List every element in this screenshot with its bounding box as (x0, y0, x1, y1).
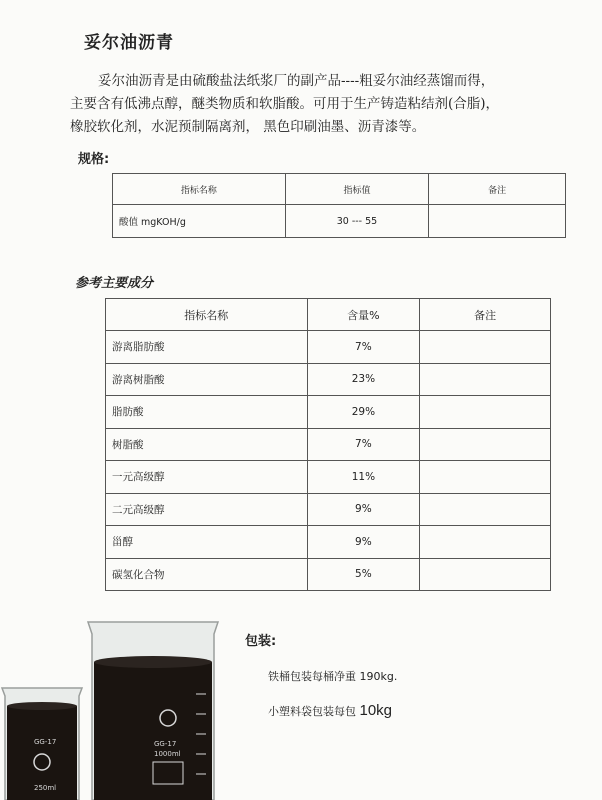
large-beaker-volume: 1000ml (154, 750, 181, 758)
table-row (106, 558, 551, 591)
composition-cell-content: 7% (307, 331, 420, 364)
large-beaker-image (78, 614, 228, 800)
composition-cell-note (420, 428, 551, 461)
intro-line-1: 妥尔油沥青是由硫酸盐法纸浆厂的副产品----粗妥尔油经蒸馏而得， (98, 73, 495, 89)
small-beaker-brand: GG-17 (34, 738, 57, 746)
composition-header-content: 含量% (307, 299, 420, 331)
composition-cell-name: 碳氢化合物 (106, 558, 308, 591)
spec-header-value: 指标值 (285, 174, 429, 205)
spec-cell-note (429, 205, 566, 238)
spec-header-name: 指标名称 (113, 174, 286, 205)
packaging-line-2-text: 小塑料袋包装每包 (268, 705, 356, 718)
composition-cell-note (420, 363, 551, 396)
packaging-line-2 (268, 702, 392, 719)
small-beaker-volume: 250ml (34, 784, 57, 792)
packaging-line-1: 铁桶包装每桶净重 190kg. (268, 670, 398, 683)
composition-cell-content: 5% (307, 558, 420, 591)
composition-cell-name: 树脂酸 (106, 428, 308, 461)
composition-cell-content: 23% (307, 363, 420, 396)
composition-cell-content: 29% (307, 396, 420, 429)
table-row (106, 461, 551, 494)
composition-cell-name: 二元高级醇 (106, 493, 308, 526)
intro-line-2: 主要含有低沸点醇，醚类物质和软脂酸。可用于生产铸造粘结剂(合脂)， (70, 96, 500, 112)
table-row (106, 396, 551, 429)
page-title: 妥尔油沥青 (84, 33, 174, 53)
spec-header-row (113, 174, 566, 205)
table-row (106, 363, 551, 396)
composition-cell-note (420, 396, 551, 429)
large-beaker-brand: GG-17 (154, 740, 177, 748)
composition-cell-content: 9% (307, 493, 420, 526)
intro-paragraph (70, 70, 570, 139)
table-row (106, 493, 551, 526)
composition-header-name: 指标名称 (106, 299, 308, 331)
small-beaker-image (0, 684, 84, 800)
composition-cell-name: 甾醇 (106, 526, 308, 559)
large-beaker-liquid-surface (94, 656, 212, 668)
table-row (106, 331, 551, 364)
composition-cell-content: 11% (307, 461, 420, 494)
composition-table (105, 298, 551, 591)
spec-table (112, 173, 566, 238)
composition-cell-note (420, 331, 551, 364)
composition-header-note: 备注 (420, 299, 551, 331)
intro-line-3: 橡胶软化剂，水泥预制隔离剂， 黑色印刷油墨、沥青漆等。 (70, 119, 426, 135)
composition-cell-note (420, 493, 551, 526)
composition-cell-note (420, 526, 551, 559)
spec-cell-name: 酸值 mgKOH/g (113, 205, 286, 238)
composition-cell-name: 脂肪酸 (106, 396, 308, 429)
spec-heading: 规格: (78, 152, 110, 167)
small-beaker-liquid-surface (7, 702, 77, 710)
composition-cell-note (420, 461, 551, 494)
table-row (106, 526, 551, 559)
composition-cell-content: 9% (307, 526, 420, 559)
table-row (106, 428, 551, 461)
composition-cell-content: 7% (307, 428, 420, 461)
table-row (113, 205, 566, 238)
composition-cell-name: 游离脂肪酸 (106, 331, 308, 364)
spec-header-note: 备注 (429, 174, 566, 205)
composition-cell-name: 一元高级醇 (106, 461, 308, 494)
composition-header-row (106, 299, 551, 331)
composition-heading: 参考主要成分 (75, 276, 154, 291)
composition-cell-note (420, 558, 551, 591)
composition-cell-name: 游离树脂酸 (106, 363, 308, 396)
packaging-heading: 包装: (245, 634, 277, 649)
spec-cell-value: 30 --- 55 (285, 205, 429, 238)
packaging-line-2-weight: 10kg (359, 702, 393, 719)
